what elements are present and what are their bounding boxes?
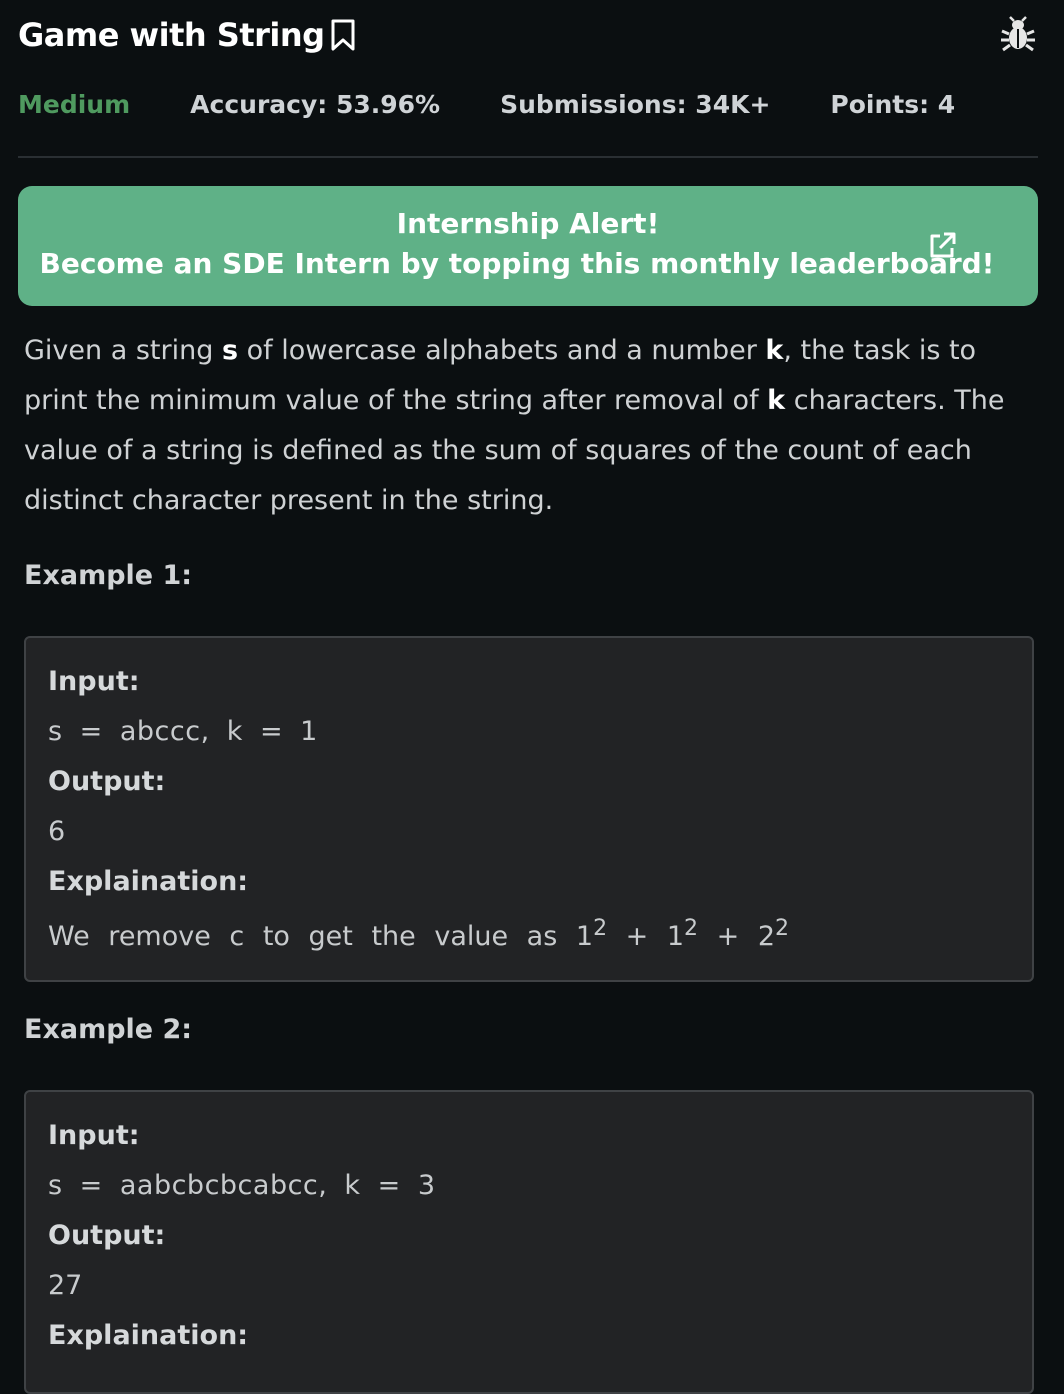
explanation-label: Explaination: — [48, 1320, 249, 1351]
accuracy-stat: Accuracy: 53.96% — [190, 89, 441, 119]
var-s: s — [221, 335, 239, 366]
var-k: k — [765, 335, 784, 366]
title-row — [18, 12, 1038, 58]
example-2-box — [24, 1090, 1034, 1394]
bookmark-icon[interactable] — [329, 18, 357, 52]
output-label: Output: — [48, 1220, 166, 1251]
problem-title: Game with String — [18, 16, 325, 54]
example-1-box — [24, 636, 1034, 982]
output-value: 27 — [48, 1270, 83, 1301]
var-k: k — [767, 385, 786, 416]
problem-header — [18, 0, 1038, 158]
alert-title: Internship Alert! — [396, 207, 660, 240]
example-2-title: Example 2: — [24, 1014, 193, 1045]
internship-alert-banner[interactable] — [18, 186, 1038, 306]
output-label: Output: — [48, 766, 166, 797]
input-label: Input: — [48, 1120, 140, 1151]
explanation-label: Explaination: — [48, 866, 249, 897]
alert-message: Become an SDE Intern by topping this monthly leaderboard! — [39, 247, 995, 280]
explanation-text: We remove c to get the value as $1^2 + 1^2 + 2^2$ — [48, 916, 789, 952]
problem-meta — [18, 84, 1015, 124]
submissions-stat: Submissions: 34K+ — [500, 89, 771, 119]
bug-report-icon[interactable] — [998, 14, 1038, 54]
difficulty-badge: Medium — [18, 89, 131, 119]
points-stat: Points: 4 — [830, 89, 956, 119]
problem-description: Given a string s of lowercase alphabets and a number k, the task is to print the minimum value of the string after removal of k characters. The value of a string is defined as the sum of squares of the count of each distinct character present in the string. — [24, 335, 1005, 516]
output-value: 6 — [48, 816, 66, 847]
input-label: Input: — [48, 666, 140, 697]
external-link-icon[interactable] — [926, 230, 958, 262]
example-1-title: Example 1: — [24, 560, 193, 591]
input-value: s = aabcbcbcabcc, k = 3 — [48, 1170, 436, 1201]
input-value: s = abccc, k = 1 — [48, 716, 318, 747]
